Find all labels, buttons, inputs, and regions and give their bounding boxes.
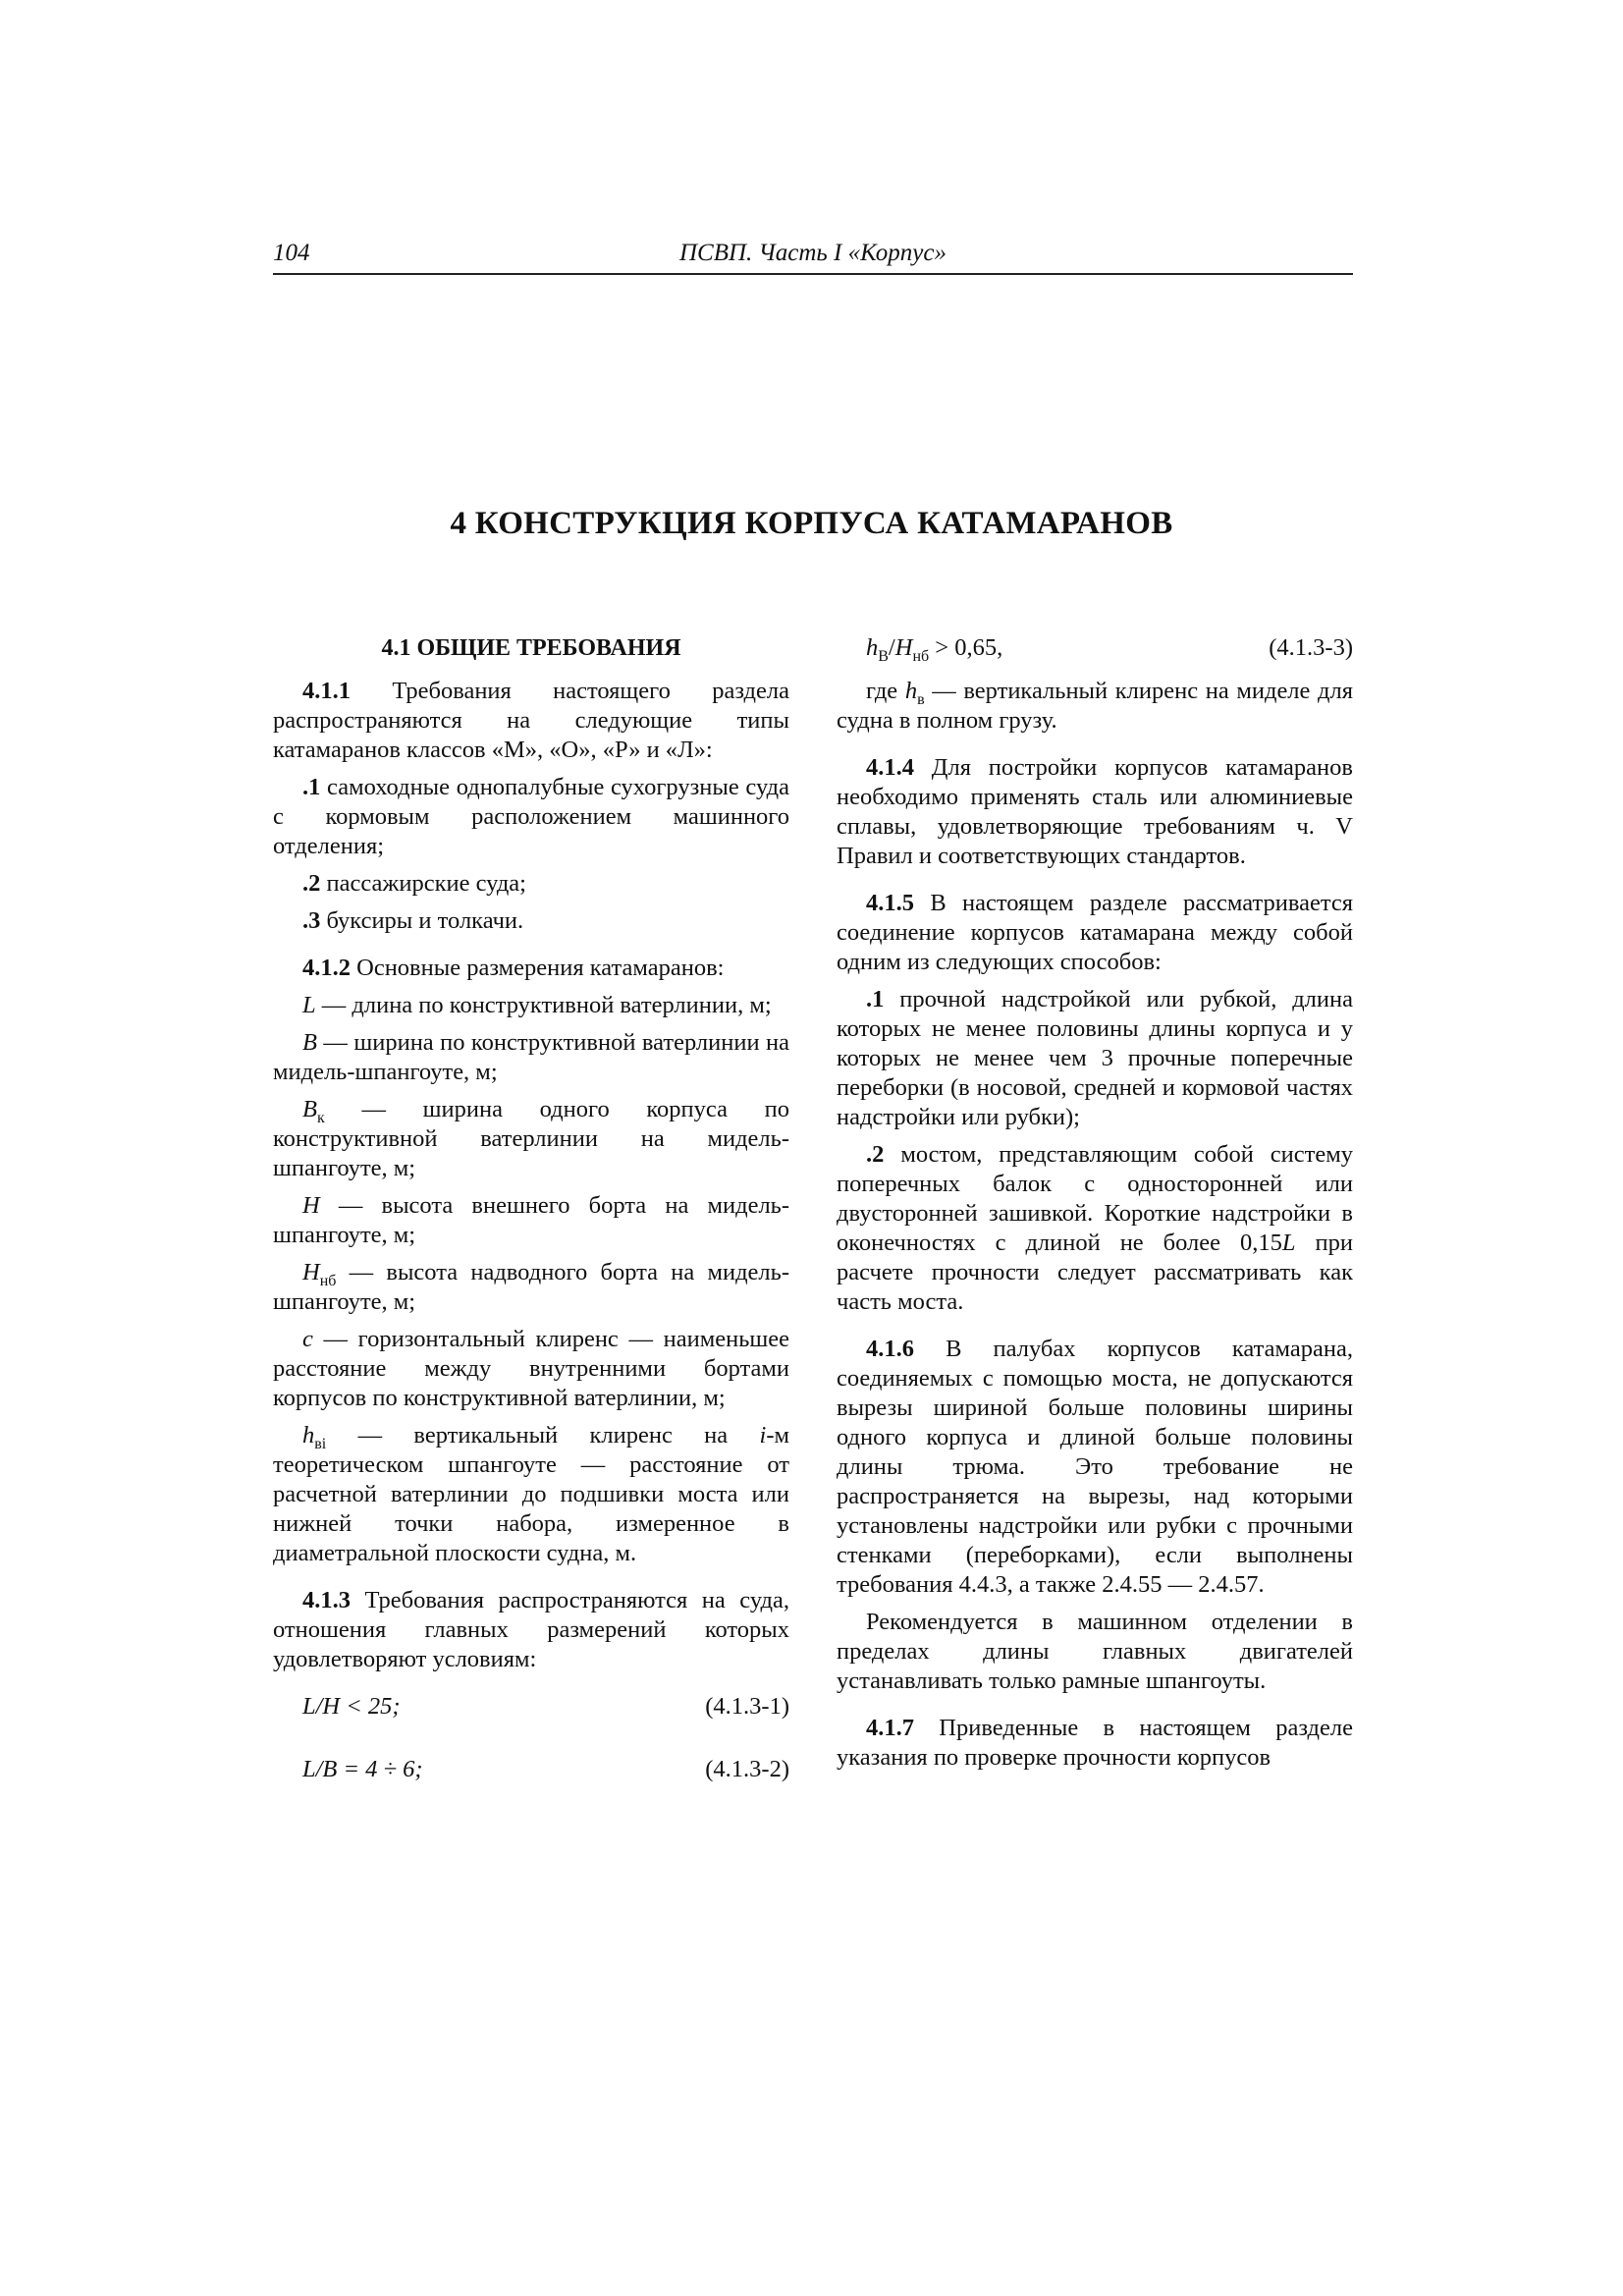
page-number: 104 [273, 240, 310, 266]
definition-Bk: $B_к$ — ширина одного корпуса по конструктивной ватерлинии на мидель-шпангоуте, м; [273, 1096, 789, 1181]
paragraph-4-1-6: 4.1.6 В палубах корпусов катамарана, соединяемых с помощью моста, не допускаются вырезы шириной больше половины ширины одного корпуса и длиной больше половины длины трюма. Это требование не распространяется на вырезы, над которыми установлены надстройки или рубки с прочными стенками (переборками), если выполнены требования 4.4.3, а также 2.4.55 — 2.4.57. [837, 1336, 1353, 1598]
definition-H: H — высота внешнего борта на мидель-шпангоуте, м; [273, 1192, 789, 1248]
list-item: .1 самоходные однопалубные сухогрузные суда с кормовым расположением машинного отделения; [273, 774, 789, 859]
equation-4-1-3-3: $h_В/H_{нб} > 0,65$, (4.1.3-3) [866, 634, 1353, 665]
definition-hvi: $h_{вi}$ — вертикальный клиренс на i-м теоретическом шпангоуте — расстояние от расчетной ватерлинии до подшивки моста или нижней точки набора, измеренное в диаметральной плоскости судна, м. [273, 1422, 789, 1566]
paragraph-4-1-5: 4.1.5 В настоящем разделе рассматривается соединение корпусов катамарана между собой одним из следующих способов: [837, 890, 1353, 975]
paragraph-4-1-3: 4.1.3 Требования распространяются на суда, отношения главных размерений которых удовлетворяют условиям: [273, 1587, 789, 1672]
section-title: 4.1 ОБЩИЕ ТРЕБОВАНИЯ [381, 635, 681, 661]
recommendation-paragraph: Рекомендуется в машинном отделении в пределах длины главных двигателей устанавливать только рамные шпангоуты. [837, 1609, 1353, 1694]
paragraph-4-1-2: 4.1.2 Основные размерения катамаранов: [302, 955, 725, 981]
list-item: .1 прочной надстройкой или рубкой, длина которых не менее половины длины корпуса и у которых не менее чем 3 прочные поперечные переборки (в носовой, средней и кормовой частях надстройки или рубки); [837, 986, 1353, 1130]
definition-B: B — ширина по конструктивной ватерлинии на мидель-шпангоуте, м; [273, 1029, 789, 1085]
list-item: .3 буксиры и толкачи. [302, 907, 524, 934]
left-column [273, 633, 789, 1808]
definition-Hnb: $H_{нб}$ — высота надводного борта на мидель-шпангоуте, м; [273, 1259, 789, 1315]
paragraph-4-1-1: 4.1.1 Требования настоящего раздела распространяются на следующие типы катамаранов классов «М», «О», «Р» и «Л»: [273, 678, 789, 763]
definition-c: c — горизонтальный клиренс — наименьшее расстояние между внутренними бортами корпусов по конструктивной ватерлинии, м; [273, 1326, 789, 1411]
paragraph-4-1-4: 4.1.4 Для постройки корпусов катамаранов необходимо применять сталь или алюминиевые сплавы, удовлетворяющие требованиям ч. V Правил и соответствующих стандартов. [837, 754, 1353, 869]
running-header [273, 240, 1353, 275]
where-clause: где $h_в$ — вертикальный клиренс на миделе для судна в полном грузу. [837, 678, 1354, 734]
list-item: .2 пассажирские суда; [302, 870, 526, 897]
equation-4-1-3-1: L/H < 25; (4.1.3-1) [302, 1693, 789, 1720]
definition-L: L — длина по конструктивной ватерлинии, м; [302, 992, 772, 1018]
running-title: ПСВП. Часть I «Корпус» [679, 240, 947, 266]
right-column [837, 633, 1353, 1790]
equation-4-1-3-2: L/B = 4 ÷ 6; (4.1.3-2) [302, 1756, 789, 1782]
chapter-title: 4 КОНСТРУКЦИЯ КОРПУСА КАТАМАРАНОВ [450, 506, 1173, 541]
list-item: .2 мостом, представляющим собой систему поперечных балок с односторонней или двусторонней зашивкой. Короткие надстройки в оконечностях с длиной не более 0,15L при расчете прочности следует рассматривать как часть моста. [837, 1141, 1354, 1315]
paragraph-4-1-7: 4.1.7 Приведенные в настоящем разделе указания по проверке прочности корпусов [837, 1715, 1353, 1771]
